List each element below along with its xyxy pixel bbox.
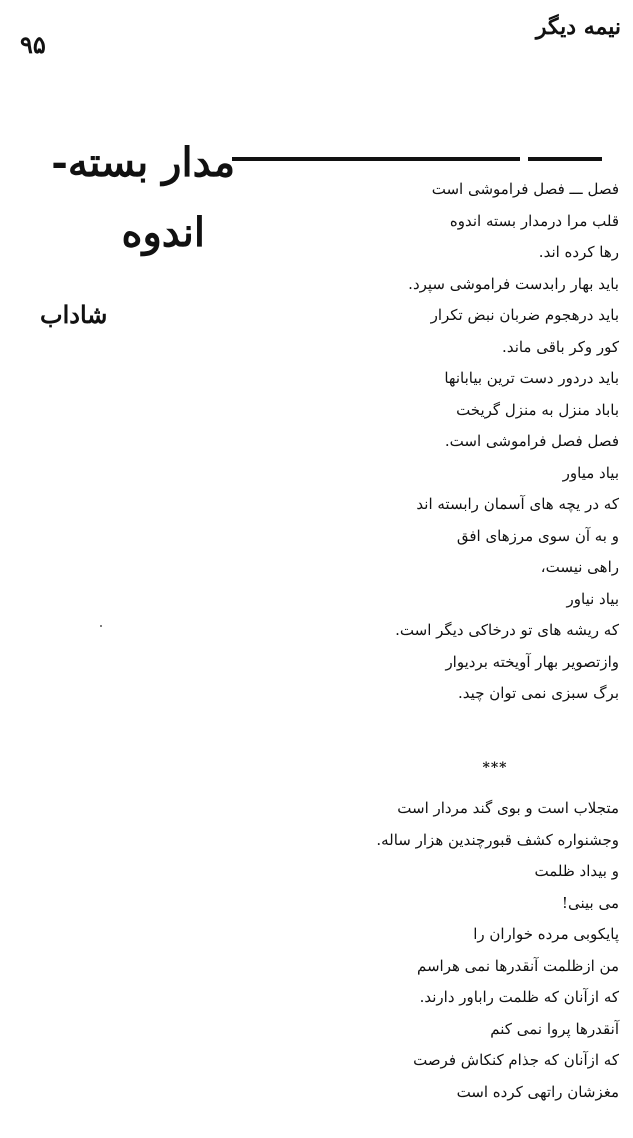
verse-line: بیاد میاور bbox=[562, 463, 619, 482]
verse-line: راهی نیست، bbox=[540, 558, 619, 576]
poem-author: شاداب bbox=[40, 300, 108, 329]
page-number: ۹۵ bbox=[20, 30, 46, 59]
verse-line: مغزشان راتهی کرده است bbox=[456, 1082, 619, 1101]
verse-line: که ریشه های تو درخاکی دیگر است. bbox=[395, 621, 619, 639]
verse-line: فصل ـــ فصل فراموشی است bbox=[431, 180, 619, 198]
poem-title bbox=[30, 128, 235, 268]
verse-line: که ازآنان که ظلمت راباور دارند. bbox=[419, 988, 619, 1006]
stanza-1 bbox=[289, 174, 619, 710]
stanza-separator: *** bbox=[482, 760, 508, 776]
running-title: نیمه دیگر bbox=[535, 14, 621, 40]
verse-line: آنقدرها پروا نمی کنم bbox=[490, 1019, 619, 1038]
verse-line: قلب مرا درمدار بسته اندوه bbox=[449, 211, 619, 230]
verse-line: فصل فصل فراموشی است. bbox=[444, 432, 619, 450]
title-rule bbox=[232, 157, 602, 161]
title-rule-gap bbox=[520, 155, 528, 163]
verse-line: وجشنواره کشف قبورچندین هزار ساله. bbox=[376, 830, 619, 849]
verse-line: که ازآنان که جذام کنکاش فرصت bbox=[413, 1051, 619, 1069]
print-speck bbox=[100, 625, 102, 627]
verse-line: باباد منزل به منزل گریخت bbox=[456, 400, 619, 419]
verse-line: من ازظلمت آنقدرها نمی هراسم bbox=[416, 956, 619, 975]
verse-line: رها کرده اند. bbox=[538, 243, 619, 261]
verse-line: پایکوبی مرده خواران را bbox=[473, 925, 619, 943]
poem-title-line-1: مدار بسته- bbox=[51, 139, 235, 186]
verse-line: برگ سبزی نمی توان چید. bbox=[458, 684, 619, 702]
poem-title-line-2: اندوه bbox=[121, 209, 205, 256]
verse-line: می بینی! bbox=[561, 893, 619, 912]
verse-line: متجلاب است و بوی گند مردار است bbox=[397, 799, 619, 817]
verse-line: کور وکر باقی ماند. bbox=[502, 337, 619, 356]
stanza-2 bbox=[289, 793, 619, 1108]
verse-line: باید درهجوم ضربان نبض تکرار bbox=[430, 306, 619, 324]
verse-line: وازتصویر بهار آویخته بردیوار bbox=[445, 652, 619, 671]
verse-line: باید بهار رابدست فراموشی سپرد. bbox=[408, 274, 619, 293]
verse-line: باید دردور دست ترین بیابانها bbox=[444, 369, 619, 387]
verse-line: که در یچه های آسمان رابسته اند bbox=[416, 495, 619, 513]
verse-line: بیاد نیاور bbox=[566, 589, 619, 608]
verse-line: و بیداد ظلمت bbox=[534, 862, 619, 880]
verse-line: و به آن سوی مرزهای افق bbox=[456, 526, 619, 545]
